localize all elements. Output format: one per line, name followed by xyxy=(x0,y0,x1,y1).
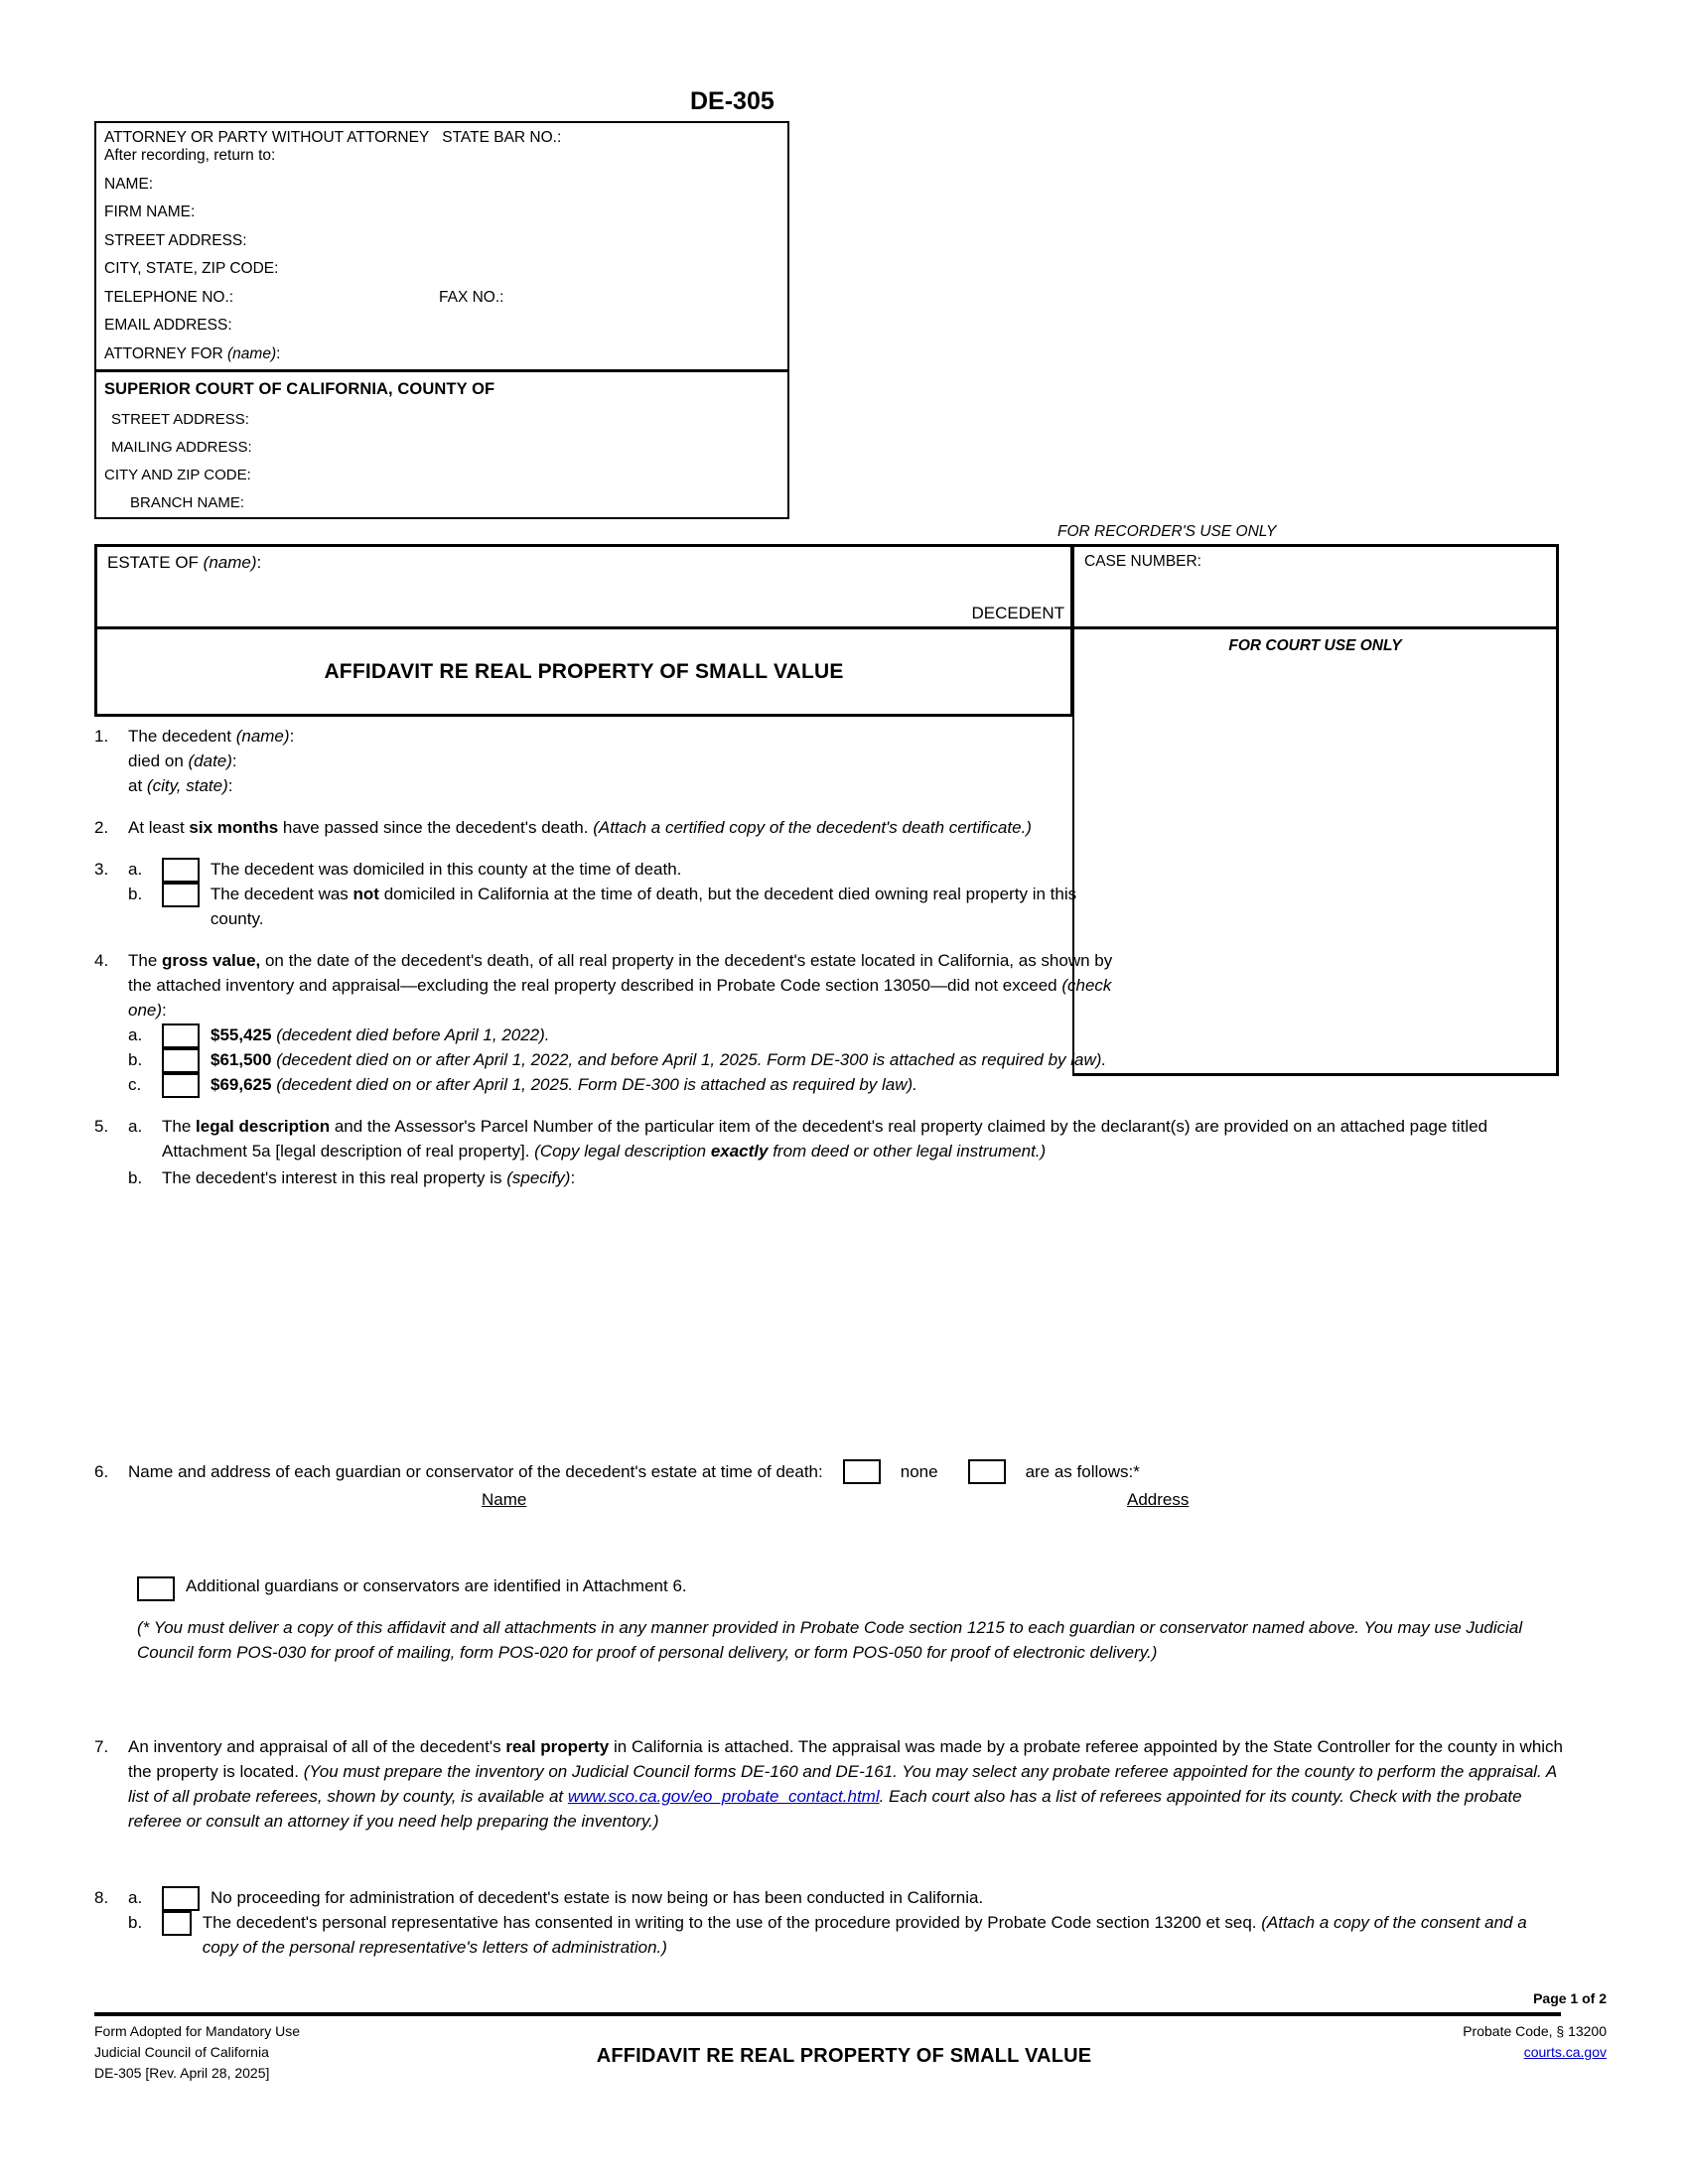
item-8b xyxy=(128,1911,1564,1961)
item-1-line-2 xyxy=(128,750,1559,774)
city-state-zip-label: CITY, STATE, ZIP CODE: xyxy=(104,260,279,277)
form-title-box xyxy=(94,629,1072,717)
probate-referee-link[interactable]: www.sco.ca.gov/eo_probate_contact.html xyxy=(567,1786,880,1806)
item-5a-label xyxy=(162,1115,1559,1164)
item-6-number: 6. xyxy=(94,1461,109,1481)
checkbox-item-6-none[interactable] xyxy=(843,1459,881,1484)
item-1-line1-hint: (name) xyxy=(235,727,290,746)
item-5a-i1: (Copy legal description xyxy=(534,1141,711,1160)
checkbox-item-4b[interactable] xyxy=(162,1048,200,1073)
item-3-number: 3. xyxy=(94,859,109,879)
item-7 xyxy=(94,1735,1564,1835)
item-5b-t1: The decedent's interest in this real property is xyxy=(162,1167,507,1187)
item-4c-amount: $69,625 xyxy=(211,1074,272,1094)
item-5a-t1: The xyxy=(162,1116,197,1136)
item-8b-t1: The decedent's personal representative has consented in writing to the use of the procedure provided by Probate Code section 13200 et seq. xyxy=(202,1913,1262,1932)
item-3a-row xyxy=(162,858,1131,883)
item-3 xyxy=(94,858,1559,932)
item-1-line-1 xyxy=(128,725,1559,750)
court-mailing-address-label: MAILING ADDRESS: xyxy=(111,439,252,456)
checkbox-item-4a[interactable] xyxy=(162,1024,200,1048)
footer-rule xyxy=(94,2012,1561,2016)
item-1-line2-hint: (date) xyxy=(188,751,232,770)
courts-ca-gov-link[interactable]: courts.ca.gov xyxy=(1523,2044,1607,2060)
item-4b-amount: $61,500 xyxy=(211,1049,272,1069)
item-4-lead-bold: gross value, xyxy=(162,950,261,970)
item-1-line1-b: : xyxy=(289,727,295,746)
item-6-follows-label: are as follows:* xyxy=(1025,1461,1140,1481)
form-number: DE-305 xyxy=(690,87,774,115)
item-4c-note: (decedent died on or after April 1, 2025. Form DE-300 is attached as required by law). xyxy=(276,1074,917,1094)
fax-label: FAX NO.: xyxy=(439,288,504,306)
item-7-t2: in California is attached. The appraisal was made by a probate referee appointed by the State Controller for the county in which the property is located. xyxy=(128,1737,1564,1781)
item-1-line3-hint: (city, state) xyxy=(146,775,228,795)
item-2-text xyxy=(128,816,1121,841)
item-8b-letter: b. xyxy=(128,1913,143,1932)
estate-of-hint: (name) xyxy=(203,553,257,572)
page-indicator: Page 1 of 2 xyxy=(1533,1990,1607,2006)
item-5b xyxy=(128,1166,1559,1191)
item-1-line3-a: at xyxy=(128,775,147,795)
estate-of-colon: : xyxy=(256,553,262,572)
item-5b-t2: : xyxy=(570,1167,576,1187)
item-4a-label xyxy=(211,1024,1559,1048)
item-3b-t1: The decedent was xyxy=(210,884,353,903)
item-3b-row xyxy=(162,883,1131,932)
superior-court-box xyxy=(94,372,789,519)
after-recording-label: After recording, return to: xyxy=(104,147,276,164)
item-8a xyxy=(128,1886,1564,1911)
item-4-lead-hint: (check one) xyxy=(128,975,1112,1020)
item-1-line2-b: : xyxy=(231,751,237,770)
item-3a-letter: a. xyxy=(128,859,143,879)
item-6-row xyxy=(94,1459,1564,1484)
footer-left-line-1: Form Adopted for Mandatory Use xyxy=(94,2023,300,2039)
attorney-for-colon: : xyxy=(276,344,281,362)
item-3b-bold: not xyxy=(352,884,379,903)
checkbox-item-8a[interactable] xyxy=(162,1886,200,1911)
item-4a xyxy=(128,1024,1559,1048)
item-4-lead-c: : xyxy=(162,1000,167,1020)
item-7-number: 7. xyxy=(94,1737,109,1756)
item-2-a: At least xyxy=(128,817,190,837)
item-6-lead: Name and address of each guardian or conservator of the decedent's estate at time of death: xyxy=(128,1461,823,1481)
item-5b-hint: (specify) xyxy=(506,1167,571,1187)
item-1-line2-a: died on xyxy=(128,751,189,770)
item-4b-note: (decedent died on or after April 1, 2022, and before April 1, 2025. Form DE-300 is attached as required by law). xyxy=(276,1049,1107,1069)
item-7-text xyxy=(128,1735,1564,1835)
caption-block xyxy=(94,121,789,519)
estate-of-box xyxy=(94,544,1072,629)
item-2 xyxy=(94,816,1559,841)
footer-title: AFFIDAVIT RE REAL PROPERTY OF SMALL VALUE xyxy=(596,2045,1092,2067)
item-4b xyxy=(128,1048,1559,1073)
checkbox-item-4c[interactable] xyxy=(162,1073,200,1098)
item-6-column-headers xyxy=(94,1490,1564,1516)
attorney-heading: ATTORNEY OR PARTY WITHOUT ATTORNEY xyxy=(104,129,430,146)
checkbox-item-6-follows[interactable] xyxy=(968,1459,1006,1484)
item-2-bold: six months xyxy=(189,817,279,837)
court-city-zip-label: CITY AND ZIP CODE: xyxy=(104,467,251,483)
item-6-none-label: none xyxy=(900,1461,938,1481)
item-2-b: have passed since the decedent's death. xyxy=(278,817,594,837)
item-4b-row xyxy=(162,1048,1559,1073)
recorder-use-note: FOR RECORDER'S USE ONLY xyxy=(1057,523,1277,540)
name-label: NAME: xyxy=(104,175,154,193)
checkbox-item-3b[interactable] xyxy=(162,883,200,907)
item-4 xyxy=(94,949,1559,1098)
state-bar-label: STATE BAR NO.: xyxy=(442,129,562,146)
attorney-for-row xyxy=(104,346,779,362)
item-4c xyxy=(128,1073,1559,1098)
item-8a-letter: a. xyxy=(128,1888,143,1907)
item-8-text xyxy=(128,1886,1564,1961)
telephone-row xyxy=(104,290,779,306)
item-8-number: 8. xyxy=(94,1888,109,1907)
item-4c-row xyxy=(162,1073,1559,1098)
telephone-label: TELEPHONE NO.: xyxy=(104,288,234,306)
item-4a-letter: a. xyxy=(128,1024,143,1044)
footer-right xyxy=(1463,2021,1607,2063)
estate-of-label xyxy=(107,553,261,573)
item-8a-label: No proceeding for administration of decedent's estate is now being or has been conducted in California. xyxy=(211,1888,984,1907)
item-1-number: 1. xyxy=(94,727,109,746)
item-5-text xyxy=(128,1115,1559,1191)
item-8b-row xyxy=(162,1911,1564,1961)
item-4-number: 4. xyxy=(94,950,109,970)
item-7-i1: (You must prepare the inventory on Judicial Council forms DE-160 and DE-161. You may select any probate referee appointed for the county to perform the appraisal. A list of all probate referees, shown by county, is available at xyxy=(128,1761,1557,1806)
item-7-row xyxy=(94,1735,1564,1835)
column-header-name: Name xyxy=(482,1490,527,1509)
superior-court-heading: SUPERIOR COURT OF CALIFORNIA, COUNTY OF xyxy=(104,380,495,398)
item-5a-t2: and the Assessor's Parcel Number of the particular item of the decedent's real property claimed by the declarant(s) are provided on an attached page titled Attachment 5a [legal description of real property]. xyxy=(162,1116,1488,1160)
item-4c-letter: c. xyxy=(128,1074,142,1094)
item-3b-t2: domiciled in California at the time of death, but the decedent died owning real property in this county. xyxy=(210,884,1077,928)
checkbox-item-8b[interactable] xyxy=(162,1911,192,1936)
attorney-heading-row xyxy=(104,129,779,147)
item-8-row xyxy=(94,1886,1564,1961)
item-7-bold: real property xyxy=(505,1737,610,1756)
item-5a-letter: a. xyxy=(128,1116,143,1136)
item-2-number: 2. xyxy=(94,817,109,837)
item-5a-bold: legal description xyxy=(196,1116,331,1136)
item-5a-italic xyxy=(534,1142,1046,1160)
item-3a-label: The decedent was domiciled in this county at the time of death. xyxy=(211,859,682,879)
item-1-line1-a: The decedent xyxy=(128,727,236,746)
item-3b xyxy=(128,883,1131,932)
attorney-for-label: ATTORNEY FOR xyxy=(104,344,228,362)
column-header-address: Address xyxy=(1127,1490,1190,1509)
court-use-only-label: FOR COURT USE ONLY xyxy=(1228,637,1402,654)
item-4-text xyxy=(128,949,1559,1098)
item-5a-ibold: exactly xyxy=(710,1141,769,1160)
item-6-attachment-row xyxy=(137,1576,1557,1601)
item-3b-letter: b. xyxy=(128,884,143,903)
item-2-italic: (Attach a certified copy of the decedent's death certificate.) xyxy=(593,817,1032,837)
item-4-lead-b: on the date of the decedent's death, of all real property in the decedent's estate located in California, as shown by the attached inventory and appraisal—excluding the real property described in Probate Code section 13050—did not exceed xyxy=(128,950,1113,995)
item-7-t1: An inventory and appraisal of all of the decedent's xyxy=(128,1737,506,1756)
email-address-label: EMAIL ADDRESS: xyxy=(104,317,232,334)
court-branch-name-label: BRANCH NAME: xyxy=(130,494,245,511)
footer-right-line-1: Probate Code, § 13200 xyxy=(1463,2023,1607,2039)
footer-left-line-2: Judicial Council of California xyxy=(94,2044,269,2060)
item-4-lead xyxy=(128,949,1131,1024)
item-4b-letter: b. xyxy=(128,1049,143,1069)
attorney-party-box xyxy=(94,121,789,372)
item-5a-i2: from deed or other legal instrument.) xyxy=(768,1141,1047,1160)
item-3-text xyxy=(128,858,1131,932)
form-body xyxy=(94,725,1559,1191)
decedent-label: DECEDENT xyxy=(971,604,1064,622)
footer-left-line-3: DE-305 [Rev. April 28, 2025] xyxy=(94,2065,270,2081)
item-5-number: 5. xyxy=(94,1116,109,1136)
item-5a xyxy=(128,1115,1559,1164)
case-number-label: CASE NUMBER: xyxy=(1084,553,1201,570)
item-5b-letter: b. xyxy=(128,1167,143,1187)
item-8a-row xyxy=(162,1886,1564,1911)
checkbox-item-6-attachment[interactable] xyxy=(137,1576,175,1601)
firm-name-label: FIRM NAME: xyxy=(104,204,196,220)
estate-of-text: ESTATE OF xyxy=(107,553,204,572)
item-4a-amount: $55,425 xyxy=(211,1024,272,1044)
item-8 xyxy=(94,1886,1564,1961)
item-1-line-3 xyxy=(128,774,1559,799)
item-8b-italic: (Attach a copy of the consent and a copy of the personal representative's letters of administration.) xyxy=(202,1913,1527,1957)
footer-courts-link[interactable] xyxy=(1463,2042,1607,2063)
item-6-attachment-label: Additional guardians or conservators are identified in Attachment 6. xyxy=(186,1576,687,1595)
item-4-lead-a: The xyxy=(128,950,163,970)
item-6-footnote: (* You must deliver a copy of this affidavit and all attachments in any manner provided in Probate Code section 1215 to each guardian or conservator named above. You may use Judicial Council form POS-030 for proof of mailing, form POS-020 for proof of personal delivery, or form POS-050 for proof of electronic delivery.) xyxy=(137,1618,1523,1662)
item-4a-row xyxy=(162,1024,1559,1048)
form-title: AFFIDAVIT RE REAL PROPERTY OF SMALL VALUE xyxy=(324,659,844,683)
item-1 xyxy=(94,725,1559,799)
item-6 xyxy=(94,1459,1564,1516)
court-street-address-label: STREET ADDRESS: xyxy=(111,411,249,428)
item-7-i2: . Each court also has a list of referees appointed for its county. Check with the probate referee or consult an attorney if you need help preparing the inventory.) xyxy=(128,1786,1522,1831)
street-address-label: STREET ADDRESS: xyxy=(104,231,247,249)
item-3b-label xyxy=(211,883,1131,932)
item-5 xyxy=(94,1115,1559,1191)
item-3a xyxy=(128,858,1131,883)
item-4a-note: (decedent died before April 1, 2022). xyxy=(276,1024,550,1044)
case-number-box xyxy=(1072,544,1559,629)
item-1-line3-b: : xyxy=(227,775,233,795)
item-8b-label xyxy=(203,1911,1564,1961)
checkbox-item-3a[interactable] xyxy=(162,858,200,883)
item-5b-label xyxy=(162,1166,1559,1191)
item-1-text xyxy=(128,725,1559,799)
item-4c-label xyxy=(211,1073,1559,1098)
attorney-for-hint: (name) xyxy=(227,344,277,362)
item-4b-label xyxy=(211,1048,1559,1073)
